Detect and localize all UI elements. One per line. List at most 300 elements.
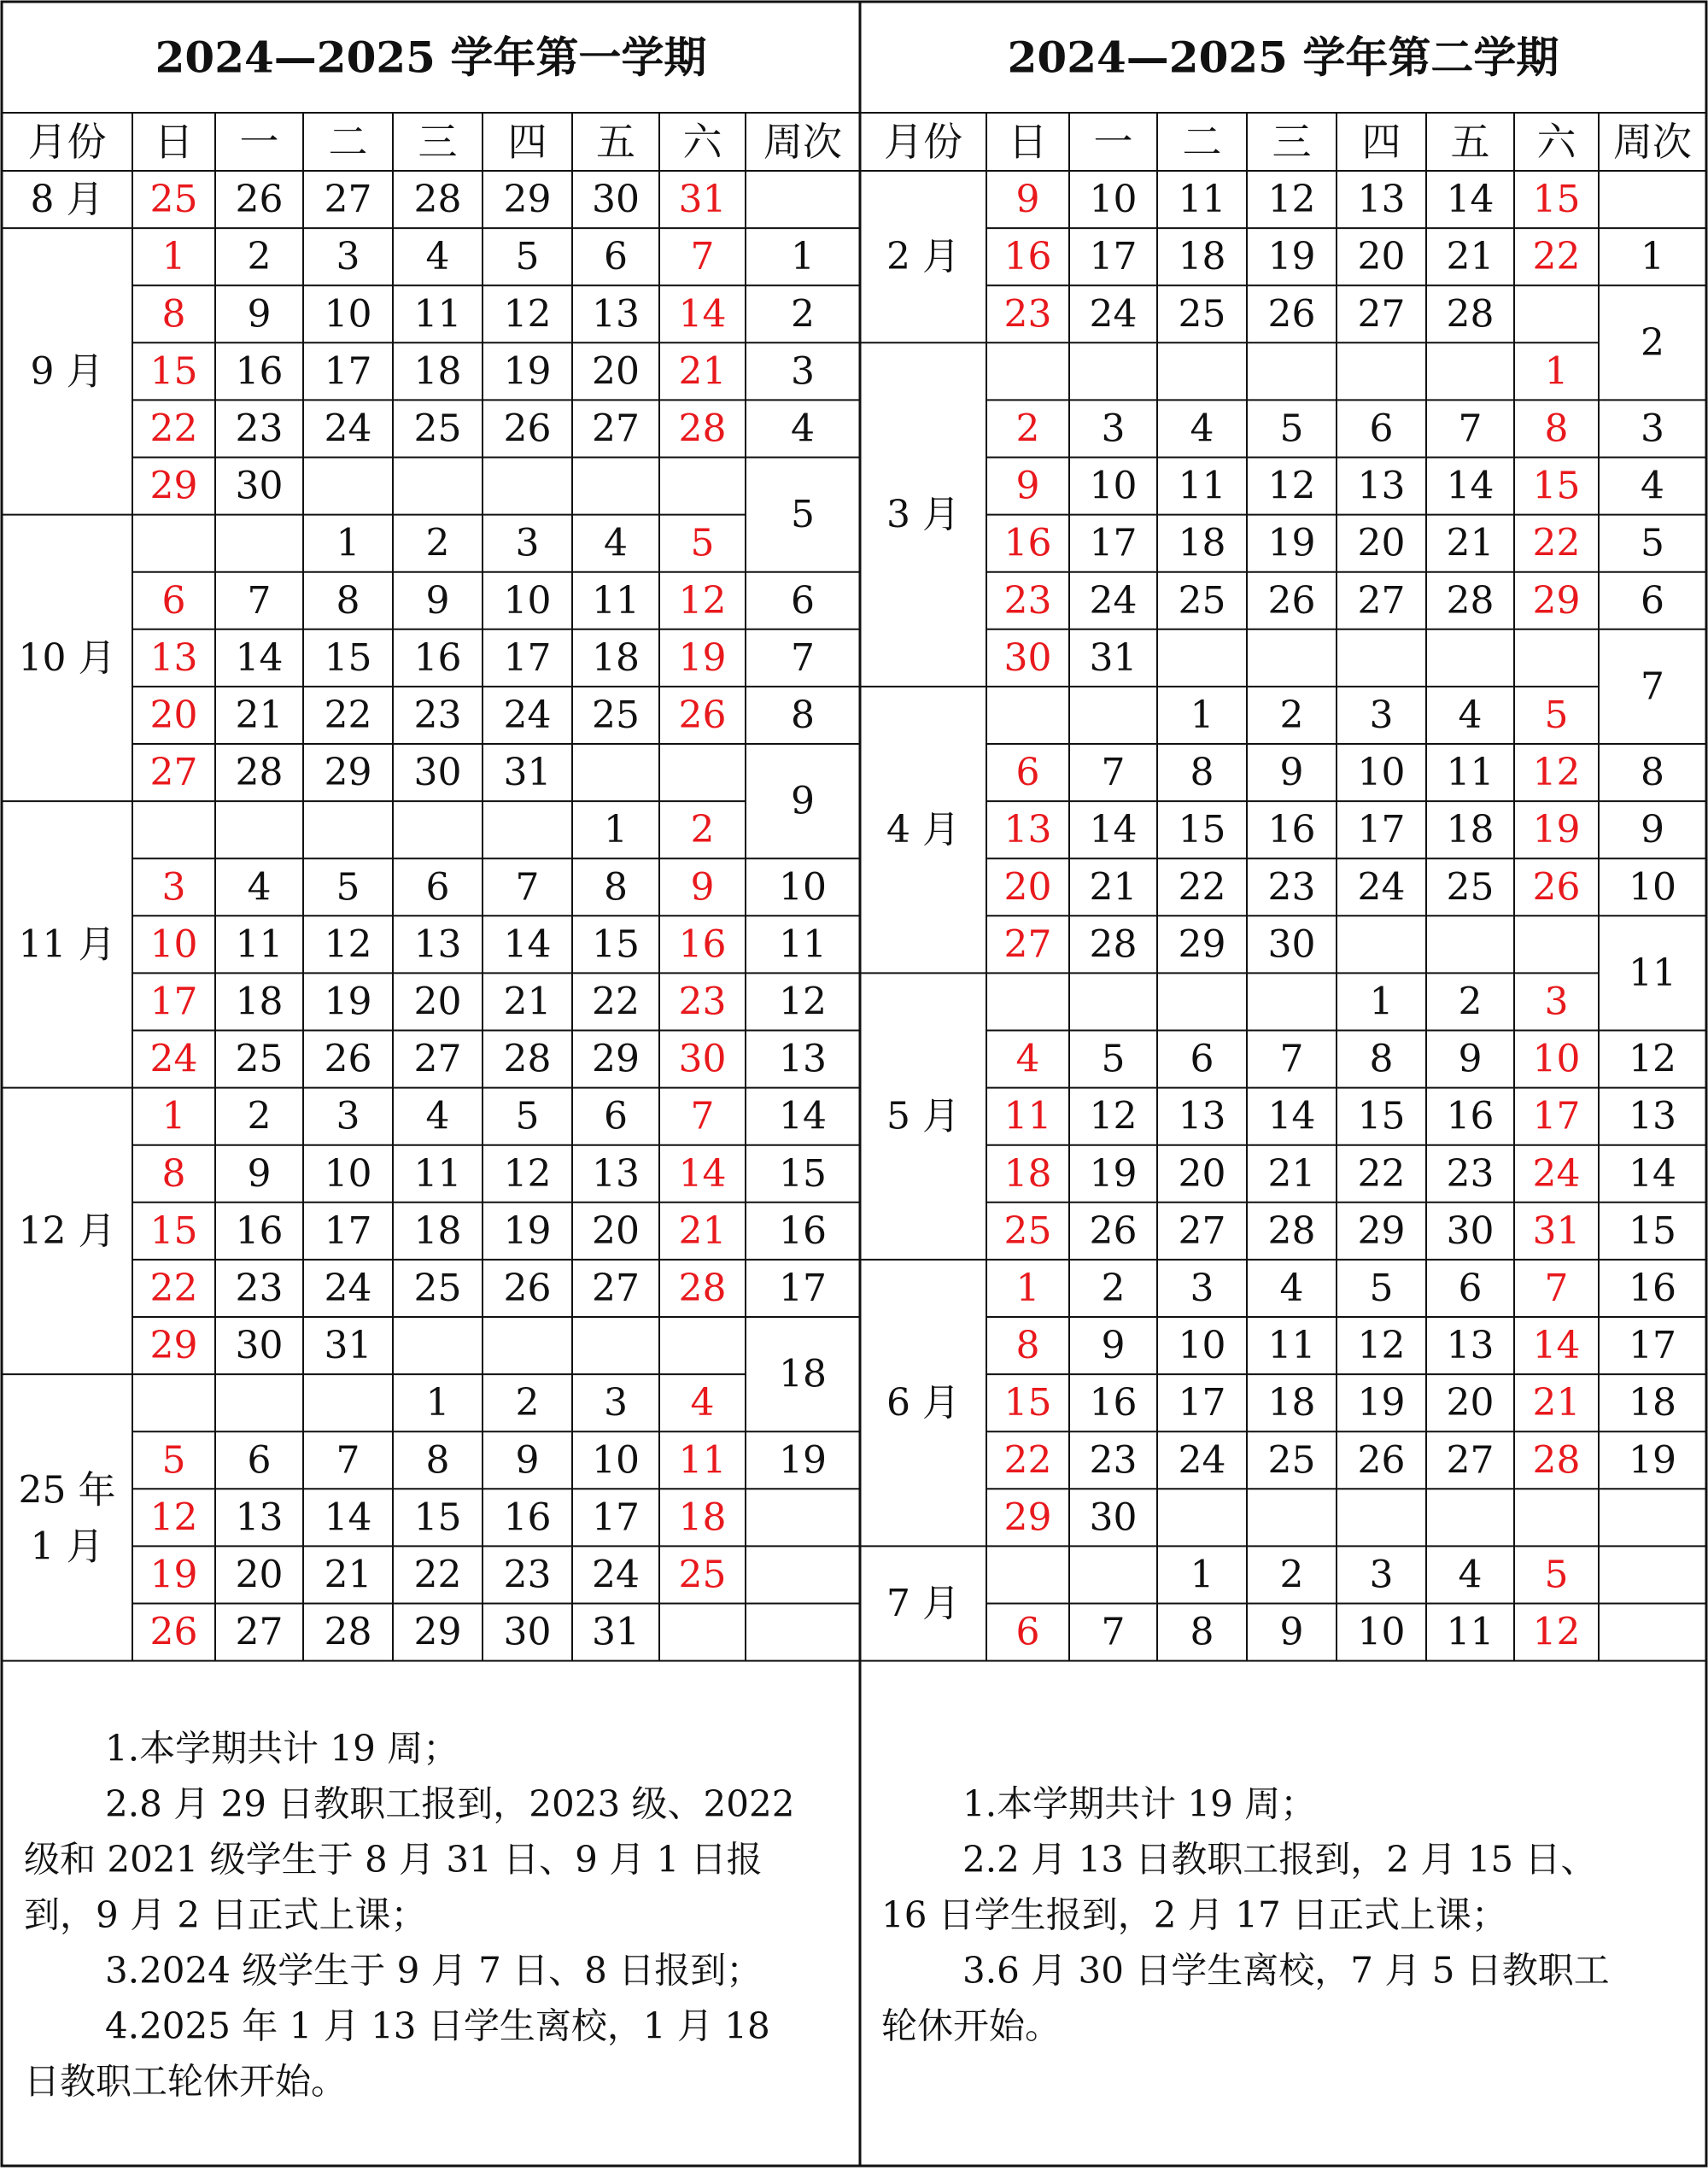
semester2-weekend-day: 25 — [1003, 1208, 1052, 1253]
semester2-day: 27 — [1357, 578, 1406, 623]
semester1-weekend-day: 7 — [690, 235, 715, 279]
semester2-day: 6 — [1369, 407, 1394, 451]
semester1-day: 10 — [324, 1151, 372, 1196]
semester1-month-label: 9 月 — [30, 349, 104, 394]
semester1-day: 21 — [503, 980, 552, 1024]
semester1-day: 30 — [235, 1324, 284, 1368]
semester2-header-2: 一 — [1093, 119, 1133, 165]
semester1-weekend-day: 26 — [678, 693, 727, 737]
semester2-month-label: 6 月 — [886, 1381, 960, 1425]
semester2-day: 11 — [1178, 464, 1226, 508]
semester1-day: 8 — [336, 578, 360, 623]
semester2-day: 25 — [1267, 1438, 1316, 1483]
semester1-day: 24 — [503, 693, 552, 737]
semester2-week-number: 14 — [1629, 1151, 1676, 1196]
semester2-day: 12 — [1267, 464, 1316, 508]
semester2-day: 2 — [1279, 1553, 1304, 1597]
semester1-day: 2 — [247, 1094, 272, 1138]
semester2-weekend-day: 9 — [1015, 464, 1040, 508]
semester1-month-label: 1 月 — [30, 1524, 104, 1569]
semester2-day: 25 — [1178, 292, 1226, 336]
semester2-day: 27 — [1446, 1438, 1494, 1483]
semester1-day: 18 — [592, 635, 640, 680]
semester1-weekend-day: 11 — [678, 1438, 727, 1483]
semester2-header-4: 三 — [1272, 119, 1312, 165]
semester1-weekend-day: 22 — [149, 407, 198, 451]
semester1-day: 25 — [592, 693, 640, 737]
semester1-day: 28 — [413, 178, 462, 222]
semester2-day: 11 — [1446, 1610, 1494, 1654]
semester1-note-line: 日教职工轮休开始。 — [24, 2060, 348, 2103]
semester2-day: 9 — [1279, 751, 1304, 795]
semester1-weekend-day: 16 — [678, 922, 727, 967]
semester1-day: 29 — [413, 1610, 462, 1654]
semester1-note-line: 级和 2021 级学生于 8 月 31 日、9 月 1 日报 — [24, 1838, 763, 1881]
semester2-week-number: 8 — [1641, 751, 1664, 795]
semester2-week-number: 5 — [1641, 521, 1664, 565]
semester1-day: 5 — [515, 235, 540, 279]
semester1-day: 15 — [324, 635, 372, 680]
semester2-weekend-day: 22 — [1532, 235, 1581, 279]
semester2-weekend-day: 21 — [1532, 1381, 1581, 1425]
semester2-day: 17 — [1357, 808, 1406, 852]
semester1-day: 23 — [235, 1266, 284, 1310]
semester1-header-0: 月份 — [27, 119, 107, 165]
semester2-weekend-day: 26 — [1532, 865, 1581, 910]
semester1-week-number: 7 — [791, 635, 815, 680]
semester1-day: 3 — [604, 1381, 628, 1425]
semester2-day: 21 — [1446, 235, 1494, 279]
semester2-weekend-day: 29 — [1003, 1495, 1052, 1540]
semester2-day: 26 — [1267, 578, 1316, 623]
semester2-week-number: 16 — [1629, 1266, 1676, 1310]
semester2-weekend-day: 8 — [1015, 1324, 1040, 1368]
semester1-weekend-day: 6 — [161, 578, 186, 623]
semester2-day: 31 — [1089, 635, 1138, 680]
semester2-day: 28 — [1446, 578, 1494, 623]
semester2-day: 6 — [1190, 1037, 1214, 1081]
semester2-header-8: 周次 — [1613, 119, 1692, 165]
semester2-weekend-day: 20 — [1003, 865, 1052, 910]
semester1-day: 10 — [503, 578, 552, 623]
semester1-weekend-day: 29 — [149, 1324, 198, 1368]
semester1-week-number: 4 — [791, 407, 815, 451]
semester1-weekend-day: 18 — [678, 1495, 727, 1540]
semester2-day: 9 — [1458, 1037, 1483, 1081]
semester1-week-number: 6 — [791, 578, 815, 623]
semester2-day: 20 — [1357, 521, 1406, 565]
semester2-weekend-day: 27 — [1003, 922, 1052, 967]
semester2-day: 3 — [1369, 1553, 1394, 1597]
semester1-weekend-day: 25 — [149, 178, 198, 222]
semester2-weekend-day: 16 — [1003, 521, 1052, 565]
semester2-month-label: 7 月 — [886, 1582, 960, 1625]
semester1-header-2: 一 — [239, 119, 279, 165]
semester1-month-label: 12 月 — [18, 1208, 116, 1253]
semester1-day: 16 — [235, 1208, 284, 1253]
semester2-header-0: 月份 — [884, 119, 962, 165]
semester1-week-number: 17 — [779, 1266, 827, 1310]
semester1-weekend-day: 12 — [678, 578, 727, 623]
semester2-day: 10 — [1357, 751, 1406, 795]
semester2-day: 14 — [1267, 1094, 1316, 1138]
semester2-day: 10 — [1089, 178, 1138, 222]
semester1-day: 27 — [592, 1266, 640, 1310]
semester2-day: 19 — [1267, 521, 1316, 565]
semester1-weekend-day: 15 — [149, 349, 198, 394]
semester1-header-6: 五 — [596, 119, 635, 165]
semester1-day: 20 — [592, 349, 640, 394]
semester2-weekend-day: 7 — [1544, 1266, 1569, 1310]
semester1-day: 15 — [592, 922, 640, 967]
semester2-day: 23 — [1446, 1151, 1494, 1196]
semester1-header-8: 周次 — [763, 119, 842, 165]
semester1-day: 3 — [336, 1094, 360, 1138]
semester2-day: 4 — [1279, 1266, 1304, 1310]
semester2-weekend-day: 12 — [1532, 751, 1581, 795]
semester2-day: 1 — [1190, 693, 1214, 737]
semester2-day: 19 — [1089, 1151, 1138, 1196]
semester1-weekend-day: 14 — [678, 1151, 727, 1196]
semester1-day: 31 — [592, 1610, 640, 1654]
semester2-weekend-day: 6 — [1015, 1610, 1040, 1654]
semester2-day: 13 — [1357, 178, 1406, 222]
semester2-weekend-day: 10 — [1532, 1037, 1581, 1081]
semester1-day: 4 — [247, 865, 272, 910]
semester1-week-number: 14 — [779, 1094, 827, 1138]
semester1-weekend-day: 8 — [161, 292, 186, 336]
semester2-day: 11 — [1178, 178, 1226, 222]
semester1-day: 22 — [592, 980, 640, 1024]
semester1-day: 2 — [247, 235, 272, 279]
semester1-weekend-day: 4 — [690, 1381, 715, 1425]
semester2-day: 11 — [1446, 751, 1494, 795]
semester1-day: 6 — [604, 235, 628, 279]
semester1-day: 12 — [324, 922, 372, 967]
semester1-day: 27 — [413, 1037, 462, 1081]
semester1-week-number: 18 — [779, 1352, 827, 1396]
semester2-week-number: 2 — [1641, 320, 1664, 365]
semester1-day: 26 — [324, 1037, 372, 1081]
semester1-week-number: 2 — [791, 292, 815, 336]
semester1-day: 25 — [413, 1266, 462, 1310]
semester2-note-line: 轮休开始。 — [881, 2004, 1062, 2047]
semester1-day: 20 — [235, 1553, 284, 1597]
semester2-day: 16 — [1089, 1381, 1138, 1425]
semester1-weekend-day: 26 — [149, 1610, 198, 1654]
semester2-day: 7 — [1101, 1610, 1126, 1654]
semester2-weekend-day: 13 — [1003, 808, 1052, 852]
semester1-weekend-day: 5 — [690, 521, 715, 565]
semester2-day: 28 — [1267, 1208, 1316, 1253]
semester2-day: 22 — [1357, 1151, 1406, 1196]
semester2-weekend-day: 29 — [1532, 578, 1581, 623]
semester1-header-4: 三 — [418, 119, 458, 165]
semester1-day: 1 — [425, 1381, 450, 1425]
semester1-weekend-day: 10 — [149, 922, 198, 967]
semester1-note-line: 3.2024 级学生于 9 月 7 日、8 日报到； — [105, 1949, 763, 1992]
semester2-day: 20 — [1357, 235, 1406, 279]
semester2-day: 24 — [1357, 865, 1406, 910]
semester1-day: 11 — [413, 292, 462, 336]
semester1-weekend-day: 25 — [678, 1553, 727, 1597]
semester2-note-line: 16 日学生报到，2 月 17 日正式上课； — [881, 1893, 1508, 1936]
semester1-day: 4 — [425, 235, 450, 279]
semester1-day: 27 — [324, 178, 372, 222]
semester2-day: 14 — [1446, 464, 1494, 508]
semester2-weekend-day: 15 — [1003, 1381, 1052, 1425]
semester1-week-number: 19 — [779, 1438, 827, 1483]
semester1-weekend-day: 5 — [161, 1438, 186, 1483]
semester2-day: 9 — [1279, 1610, 1304, 1654]
semester1-day: 6 — [247, 1438, 272, 1483]
semester1-day: 3 — [515, 521, 540, 565]
semester1-weekend-day: 19 — [149, 1553, 198, 1597]
semester1-weekend-day: 31 — [678, 178, 727, 222]
semester1-day: 1 — [336, 521, 360, 565]
semester2-day: 8 — [1190, 751, 1214, 795]
semester2-weekend-day: 11 — [1003, 1094, 1052, 1138]
semester1-day: 17 — [503, 635, 552, 680]
semester2-day: 20 — [1446, 1381, 1494, 1425]
semester2-week-number: 11 — [1629, 951, 1676, 995]
semester2-weekend-day: 17 — [1532, 1094, 1581, 1138]
semester2-day: 30 — [1089, 1495, 1138, 1540]
semester2-week-number: 3 — [1641, 407, 1664, 451]
semester1-weekend-day: 13 — [149, 635, 198, 680]
semester2-day: 5 — [1279, 407, 1304, 451]
semester1-week-number: 10 — [779, 865, 827, 910]
semester1-day: 31 — [503, 751, 552, 795]
semester1-day: 11 — [235, 922, 284, 967]
semester1-day: 13 — [235, 1495, 284, 1540]
semester1-note-line: 2.8 月 29 日教职工报到，2023 级、2022 — [105, 1782, 795, 1825]
semester1-note-line: 到，9 月 2 日正式上课； — [24, 1893, 427, 1936]
semester2-weekend-day: 5 — [1544, 693, 1569, 737]
semester1-day: 2 — [425, 521, 450, 565]
semester1-day: 19 — [503, 1208, 552, 1253]
semester2-day: 18 — [1178, 521, 1226, 565]
semester2-weekend-day: 1 — [1544, 349, 1569, 394]
semester1-weekend-day: 7 — [690, 1094, 715, 1138]
semester1-day: 6 — [604, 1094, 628, 1138]
semester2-weekend-day: 31 — [1532, 1208, 1581, 1253]
semester2-day: 2 — [1279, 693, 1304, 737]
semester2-day: 30 — [1446, 1208, 1494, 1253]
semester1-day: 24 — [324, 1266, 372, 1310]
semester1-day: 23 — [235, 407, 284, 451]
semester1-day: 31 — [324, 1324, 372, 1368]
semester1-day: 26 — [503, 407, 552, 451]
semester1-header-3: 二 — [328, 119, 368, 165]
semester1-day: 27 — [235, 1610, 284, 1654]
semester1-day: 25 — [413, 407, 462, 451]
semester1-day: 14 — [235, 635, 284, 680]
semester2-week-number: 10 — [1629, 865, 1676, 910]
semester2-week-number: 4 — [1641, 464, 1664, 508]
semester1-month-label: 25 年 — [18, 1468, 116, 1513]
semester1-day: 4 — [425, 1094, 450, 1138]
semester1-day: 29 — [503, 178, 552, 222]
semester1-day: 6 — [425, 865, 450, 910]
semester1-day: 13 — [592, 1151, 640, 1196]
semester2-day: 8 — [1190, 1610, 1214, 1654]
semester2-day: 25 — [1446, 865, 1494, 910]
semester1-week-number: 5 — [791, 493, 815, 537]
semester2-day: 13 — [1357, 464, 1406, 508]
semester2-day: 18 — [1267, 1381, 1316, 1425]
semester2-day: 2 — [1101, 1266, 1126, 1310]
semester1-month-label: 8 月 — [30, 178, 104, 222]
semester2-day: 4 — [1190, 407, 1214, 451]
semester1-day: 22 — [413, 1553, 462, 1597]
semester1-day: 30 — [503, 1610, 552, 1654]
semester1-day: 5 — [336, 865, 360, 910]
semester1-week-number: 3 — [791, 349, 815, 394]
semester1-day: 15 — [413, 1495, 462, 1540]
semester1-day: 16 — [413, 635, 462, 680]
semester2-weekend-day: 24 — [1532, 1151, 1581, 1196]
semester2-weekend-day: 6 — [1015, 751, 1040, 795]
semester2-day: 5 — [1101, 1037, 1126, 1081]
semester1-weekend-day: 15 — [149, 1208, 198, 1253]
semester1-header-5: 四 — [507, 119, 547, 165]
semester2-weekend-day: 2 — [1015, 407, 1040, 451]
semester1-day: 26 — [503, 1266, 552, 1310]
semester1-day: 28 — [503, 1037, 552, 1081]
semester2-day: 24 — [1089, 292, 1138, 336]
semester2-week-number: 12 — [1629, 1037, 1676, 1081]
semester1-week-number: 11 — [779, 922, 827, 967]
semester2-day: 30 — [1267, 922, 1316, 967]
semester1-weekend-day: 21 — [678, 1208, 727, 1253]
semester1-day: 28 — [324, 1610, 372, 1654]
semester1-day: 27 — [592, 407, 640, 451]
semester1-day: 21 — [235, 693, 284, 737]
semester2-day: 8 — [1369, 1037, 1394, 1081]
semester2-day: 19 — [1357, 1381, 1406, 1425]
semester2-day: 12 — [1357, 1324, 1406, 1368]
semester2-weekend-day: 12 — [1532, 1610, 1581, 1654]
semester1-weekend-day: 29 — [149, 464, 198, 508]
semester2-day: 16 — [1267, 808, 1316, 852]
semester1-day: 30 — [235, 464, 284, 508]
semester2-header-1: 日 — [1008, 119, 1048, 165]
semester2-header-5: 四 — [1361, 119, 1401, 165]
semester2-weekend-day: 30 — [1003, 635, 1052, 680]
semester1-weekend-day: 1 — [161, 1094, 186, 1138]
semester1-day: 18 — [413, 1208, 462, 1253]
semester1-day: 20 — [413, 980, 462, 1024]
semester2-day: 27 — [1178, 1208, 1226, 1253]
semester1-day: 25 — [235, 1037, 284, 1081]
semester2-day: 27 — [1357, 292, 1406, 336]
semester1-day: 23 — [503, 1553, 552, 1597]
semester1-week-number: 12 — [779, 980, 827, 1024]
semester2-day: 7 — [1101, 751, 1126, 795]
semester2-day: 4 — [1458, 693, 1483, 737]
semester2-weekend-day: 5 — [1544, 1553, 1569, 1597]
semester2-day: 5 — [1369, 1266, 1394, 1310]
semester2-day: 22 — [1178, 865, 1226, 910]
semester2-day: 3 — [1190, 1266, 1214, 1310]
semester1-day: 9 — [425, 578, 450, 623]
semester2-note-line: 2.2 月 13 日教职工报到，2 月 15 日、 — [962, 1838, 1597, 1881]
semester2-day: 24 — [1089, 578, 1138, 623]
semester1-day: 20 — [592, 1208, 640, 1253]
semester2-day: 12 — [1267, 178, 1316, 222]
semester1-note-line: 1.本学期共计 19 周； — [105, 1727, 459, 1770]
semester2-weekend-day: 15 — [1532, 464, 1581, 508]
semester1-day: 16 — [503, 1495, 552, 1540]
semester2-day: 7 — [1279, 1037, 1304, 1081]
semester1-day: 1 — [604, 808, 628, 852]
semester1-day: 7 — [336, 1438, 360, 1483]
semester2-month-label: 5 月 — [886, 1094, 960, 1138]
semester2-header-7: 六 — [1536, 119, 1576, 165]
semester2-week-number: 19 — [1629, 1438, 1676, 1483]
semester2-week-number: 17 — [1629, 1324, 1676, 1368]
semester2-day: 23 — [1089, 1438, 1138, 1483]
semester2-week-number: 18 — [1629, 1381, 1676, 1425]
semester2-day: 3 — [1101, 407, 1126, 451]
semester2-header-6: 五 — [1450, 119, 1490, 165]
semester1-day: 10 — [324, 292, 372, 336]
semester1-day: 30 — [592, 178, 640, 222]
semester2-weekend-day: 9 — [1015, 178, 1040, 222]
semester1-day: 9 — [515, 1438, 540, 1483]
semester2-day: 29 — [1357, 1208, 1406, 1253]
semester2-day: 1 — [1369, 980, 1394, 1024]
semester1-month-label: 11 月 — [18, 922, 116, 967]
semester2-day: 10 — [1357, 1610, 1406, 1654]
semester2-day: 23 — [1267, 865, 1316, 910]
semester2-day: 10 — [1089, 464, 1138, 508]
semester1-title: 2024—2025 学年第一学期 — [155, 32, 707, 83]
semester1-day: 17 — [324, 349, 372, 394]
semester1-weekend-day: 3 — [161, 865, 186, 910]
semester2-day: 28 — [1089, 922, 1138, 967]
semester2-day: 15 — [1357, 1094, 1406, 1138]
semester1-day: 14 — [324, 1495, 372, 1540]
semester2-title: 2024—2025 学年第二学期 — [1007, 32, 1559, 83]
semester1-day: 24 — [592, 1553, 640, 1597]
semester1-day: 13 — [413, 922, 462, 967]
semester2-day: 21 — [1446, 521, 1494, 565]
semester1-header-7: 六 — [682, 119, 722, 165]
semester2-weekend-day: 4 — [1015, 1037, 1040, 1081]
semester1-weekend-day: 8 — [161, 1151, 186, 1196]
semester2-day: 15 — [1178, 808, 1226, 852]
semester1-day: 23 — [413, 693, 462, 737]
semester2-day: 10 — [1178, 1324, 1226, 1368]
semester1-week-number: 8 — [791, 693, 815, 737]
semester2-day: 26 — [1089, 1208, 1138, 1253]
semester2-day: 9 — [1101, 1324, 1126, 1368]
semester2-day: 14 — [1446, 178, 1494, 222]
semester2-weekend-day: 28 — [1532, 1438, 1581, 1483]
semester1-day: 9 — [247, 292, 272, 336]
semester2-weekend-day: 23 — [1003, 578, 1052, 623]
semester2-day: 24 — [1178, 1438, 1226, 1483]
semester2-weekend-day: 15 — [1532, 178, 1581, 222]
semester2-day: 17 — [1089, 521, 1138, 565]
semester1-day: 7 — [515, 865, 540, 910]
semester2-day: 13 — [1446, 1324, 1494, 1368]
semester1-weekend-day: 20 — [149, 693, 198, 737]
semester2-weekend-day: 22 — [1003, 1438, 1052, 1483]
semester1-weekend-day: 14 — [678, 292, 727, 336]
